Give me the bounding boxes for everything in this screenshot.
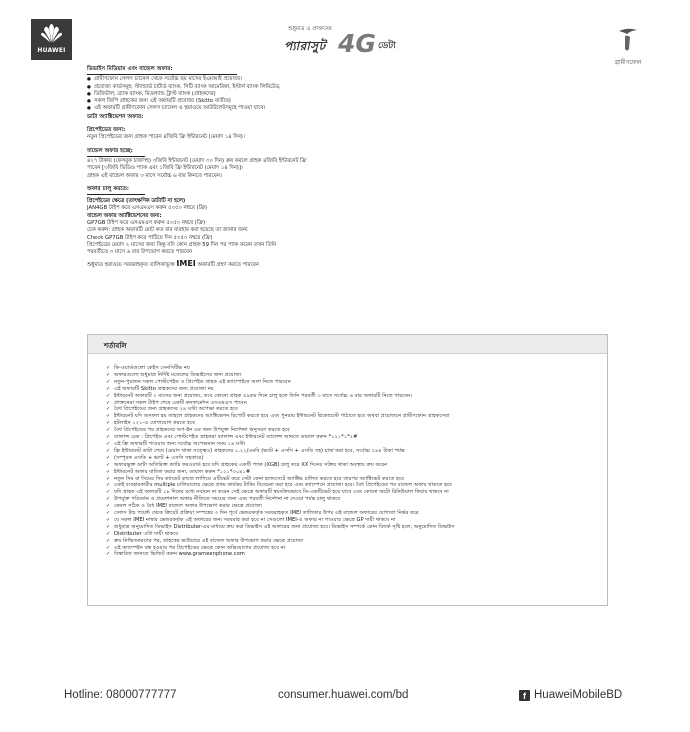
terms-item: ✓ ইন্টারনেট যদি অসফল হয় তাহলে গ্রাহকদের অ্যাক্টিভেশন রিপোর্ট করতে হবে এবং পুনরায় ইন্টারনেট রিকোয়েস্ট পাঠাতে হবে অথবা প্রয়োজনে গ্রামীণফোন গ্রাহকসেবা [106,413,598,420]
list-item: ● সকল জিপি গ্রাহকের জন্য এই অফারটি প্রযোজ্য (Skitto ব্যতীত) [87,98,607,105]
terms-item: ✓ একই ব্যবহারকারীর multiple চালিয়ালের ক্ষেত্রে প্রথম কার্যকর টাকিং বিবেচনা করা হবে এবং ক্যাম্পেনে প্রযোজ্য হবে। বৈধ প্রিপেইডের পর বান্ডেল অফার থাকতে হবে [106,482,598,489]
terms-item: ✓ এই ফ্রি অফারটি পাওয়ার জন্য সর্বোচ্চ অপেক্ষমান সময় ২৪ ঘণ্টা [106,441,598,448]
activate-line: প্রিপেইডের মেয়াদ ২ মাসের জন্য কিন্তু যদি কোন গ্রাহক 59 দিন পর প্যাক করেন তখন তিনি [87,241,277,248]
terms-item: ✓ ক্রয় নিশ্চিতকরণের পর, গ্রাহকের ভাউচারে এই বান্ডেল অফার উপভোগ করার ক্ষেত্রে প্রযোজ্য [106,538,598,545]
terms-item: ✓ ইন্টারনেট অফার বাতিল করার জন্য, ডায়াল করুন *১২১*৩০৪১# [106,469,598,476]
activate-line: পরবর্তীতে ৩ মাসে ৬ বার উপভোগ করতে পারবেন [87,249,193,256]
terms-item: ✓ নতুন-পুরাতন সকল পোস্টপেইড ও প্রিপেইড গ্রাহক এই ক্যাম্পেইনে অংশ নিতে পারবেন [106,379,598,386]
hotline-text: Hotline: 08000777777 [64,689,177,701]
terms-item: ✓ অফারগুলো শুধুমাত্র নির্দিষ্ট মডেলের ডিভাইসের জন্য প্রযোজ্য [106,372,598,379]
prepaid-line: নতুন প্রিপেইডের জন্য গ্রাহক পাবেন ৪জিবি ফ্রি ইন্টারনেট (মেয়াদ ১৪ দিন)। [87,134,245,141]
terms-item: ✓ (সম্পূরক এসডি + ভ্যাট + এসসি সহকারে) [106,455,598,462]
huawei-petals-icon [40,24,63,44]
huawei-logo-text: HUAWEI [37,47,66,54]
terms-item: ✓ বৈধ প্রিপেইডের জন্য গ্রাহকদের ২৪ ঘণ্টা অপেক্ষা করতে হবে [106,406,598,413]
activate-line: প্রিপেইডের ক্ষেত্রে (তাৎক্ষণিক ডাটাটি না হলে) [87,198,186,205]
activate-line: চেক করুন: গ্রাহক অফারটি মোট কত বার ব্যবহার করা হয়েছে তা জানার জন্য [87,227,248,234]
campaign-4g-mark: 4G [338,29,376,58]
terms-item: ✓ বৈধ প্রিপেইডের পর গ্রাহকদের অপ-ইন এর জন্য উপযুক্ত নির্দেশনা অনুসরণ করতে হবে [106,427,598,434]
list-item: ● প্রযোজ্য কার্ডসমূহ: স্ট্যান্ডার্ড চার্টার্ড ব্যাংক, সিটি ব্যাংক আমেরিকা, ইস্টার্ন ব্যাংক লিমিটেড, [87,84,607,91]
imei-word: IMEI [176,258,196,268]
facebook-link[interactable] [519,689,622,701]
terms-item: ✓ শুধুমাত্র অনুমোদিত ডিভাইস Distributer-এর মাধ্যমে ক্রয় করা ডিভাইস এই অফারের জন্য প্রযোজ্য হবে। ডিভাইস সম্পর্কে কোন বিতর্ক সৃষ্টি হলে, অনুমোদিত ডিভাইস [106,524,598,531]
terms-box [87,334,608,606]
facebook-icon: f [519,690,530,701]
terms-title: শর্তাবলি [104,342,127,350]
grameenphone-logo [604,27,652,67]
grameenphone-name: গ্রামীণফোন [614,59,642,66]
terms-item: ✓ কেবল সঠিক ও বৈধ IMEI বান্ডেল অফার উপভোগ করার ক্ষেত্রে প্রযোজ্য [106,503,598,510]
list-item: ● ডিজিটাল, ব্র্যাক ব্যাংক, মিডল্যান্ড ট্রাস্ট ব্যাংক (গ্রাহকদের) [87,91,607,98]
device-offer-heading: ডিভাইস মিডিয়াম এবং বান্ডেল অফার: [87,66,237,75]
grameenphone-telenor-icon [616,27,640,55]
bundle-offer-heading: বান্ডেল অফার হচ্ছে: [87,148,145,157]
terms-item: ✓ কি-ওয়ার্ডগুলো কেইস সেনসিটিভ নয় [106,365,598,372]
activate-line: বান্ডেল অফার অ্যাক্টিভেশনের জন্য: [87,212,162,219]
terms-item: ✓ যদি গ্রাহক এই অফারটি ১৮ দিনের মধ্যে নবায়ন না করেন সেই ক্ষেত্রে অফারটি স্বয়ংক্রিয়ভাবে ডি-একটিভেট হয়ে যাবে এবং কোনো অটো রিনিউয়াল ফিচার থাকবে না [106,489,598,496]
activate-heading: অফার চালু করতে: [87,186,145,195]
terms-item: ✓ সেলস টাচ পয়েন্ট থেকে ক্রিয়েট প্রক্রিয়া সম্পন্নের ৩ দিন পূর্বে ভেন্ডরকর্তৃক সরবরাহকৃত IMEI তালিকার উপর এই বান্ডেল অফারের যোগ্যতা নির্ভর করে [106,510,598,517]
terms-item: ✓ ফ্রি ইন্টারনেট ডাটা শেষে (মেয়াদ থাকা সত্ত্বেও) গ্রাহকদের ০.২২/এমবি (ভ্যাট + এসসি + এসডি সহ) চার্জ করা হবে, সর্বোচ্চ ২৪৪ টাকা পর্যন্ত [106,448,598,455]
campaign-tagline-end: ডেটা [378,41,396,51]
facebook-page-name: HuaweiMobileBD [534,689,623,701]
bundle-line: পাবেন [৩জিবি ভিডিও প্যাক এবং ১জিবি ফ্রি ইন্টারনেট (মেয়াদ ১৪ দিন)]। [87,165,243,172]
terms-item: ✓ Distributer এর্তি দায়ী থাকবে [106,531,598,538]
campaign-tagline-top: শুধুমাত্র এ প্রাক্তনের [288,26,332,32]
huawei-logo [31,19,72,60]
terms-item: ✓ ইন্টারনেট অফারটি ২ মাসের জন্য প্রযোজ্য, তবে কোনো গ্রাহক ৫৯তম দিনে চালু হলে তিনি পরবর্তী ৩ মাসে সর্বোচ্চ ৬ বার অফারটি নিতে পারবেন। [106,393,598,400]
activate-line: JAN4GB টাইপ করে এসএমএস করুন ৫০৫০ নম্বরে (ফ্রি) [87,205,207,212]
bundle-line: ৪২৭ টাকায় (ফেসবুক চার্জসহ) ৩জিবি ইন্টারনেট (মেয়াদ ৩০ দিন) ক্রয় করলে গ্রাহক ৪জিবি ইন্টারনেট ফ্রি [87,157,307,164]
imei-line-post: অফারটি গ্রহণ করতে পারবেন [197,261,259,268]
list-item: ● এই অফারটি গ্রামীণফোন সেলস চ্যানেল ও হুয়াওয়ে আউটলেটসমূহে পাওয়া যাবে। [87,105,607,112]
terms-item: ✓ প্রাক্তনেরা সকল টাইপ শেষে একটি কনফার্মেশন এসএমএস পাবেন [106,400,598,407]
imei-line [87,260,607,269]
prepaid-heading: প্রিপেইডের জন্য: [87,127,126,134]
footer [0,680,690,732]
terms-item: ✓ এই অফারটি Skitto গ্রাহকদের জন্য প্রযোজ্য নয় [106,386,598,393]
activate-line: Check GP7GB টাইপ করে পাঠিয়ে দিন ৫০৫০ নম্বরে (ফ্রি) [87,234,213,241]
terms-item: ✓ নতুন সিম বা সিমের সিম ক্যাডেট কাজে লাগিয়ে এটিভেট করে সেটা কেনা হ্যান্ডসেটে অ্যাক্টিভ চালিত করতে হবে তারপর অ্যাক্টিভেট করতে হবে [106,476,598,483]
campaign-tagline-main: প্যারাসুট [284,39,326,53]
terms-list [106,365,598,558]
terms-title-bar [88,335,607,354]
imei-line-pre: শুধুমাত্র হুয়াওয়ে সরবরাহকৃত তালিকাভুক্ত [87,261,175,268]
activate-line: GP7GB টাইপ করে এসএমএস করুন ৫০৫০ নম্বরে (ফ্রি) [87,220,206,227]
website-link[interactable]: consumer.huawei.com/bd [278,689,409,701]
terms-item: ✓ এই ক্যাম্পেইন বন্ধ হওয়ার পর প্রিপেইডের ক্ষেত্রে কোন অভিযোগের প্রযোজ্য হবে না [106,545,598,552]
offer-details [87,66,607,269]
list-item: ● গ্রামীণফোন সেলস চ্যানেল থেকে সর্বোচ্চ ছয় মাসের ইএমআই প্রযোজ্য। [87,76,607,83]
terms-item: ✓ ব্যালান্স চেক : প্রিপেইড এবং পোস্টপেইড গ্রাহকরা ব্যালান্স এবং ইন্টারনেট ব্যালেন্স জানতে ডায়াল করুন *১২১*১*২# [106,434,598,441]
terms-item: ✓ উপর্যুক্ত পরিবর্তন ও প্রমোশনাল অফার নীতিতে সময়ের জন্য এবং পরবর্তী নির্দেশনা না দেওয়া পর্যন্ত চালু থাকবে [106,496,598,503]
bundle-line: গ্রাহক এই বান্ডেল অফার ৩ মাসে সর্বোচ্চ ৬ বার কিনতে পারবেন। [87,172,222,179]
terms-item: ✓ হটলাইন ১২১-এ যোগাযোগ করতে হবে [106,420,598,427]
device-offer-list [87,76,607,112]
terms-item: ✓ অফারভুক্ত ডাটা অতিরিক্ত ক্যারি ফরওয়ার্ড হবে যদি গ্রাহকের একটি প্যাক (XGB) চালু করে XX দিনের সক্রিয় থাকা অবস্থায় ক্রয় করেন [106,462,598,469]
terms-item: ✓ যে সকল IMEI নাম্বার ভেন্ডরকর্তৃক এই অফারের জন্য সরবরাহ করা হবে না সেগুলো IMEI-এ অফার না পাওয়ার ক্ষেত্রে GP দায়ী থাকবে না [106,517,598,524]
terms-item: ✓ বিস্তারিত জানতে ভিজিট করুন www.grameenphone.com [106,551,598,558]
campaign-logo [276,20,416,64]
data-activation-heading: ডাটা অ্যাক্টিভেশন অফার: [87,113,144,120]
